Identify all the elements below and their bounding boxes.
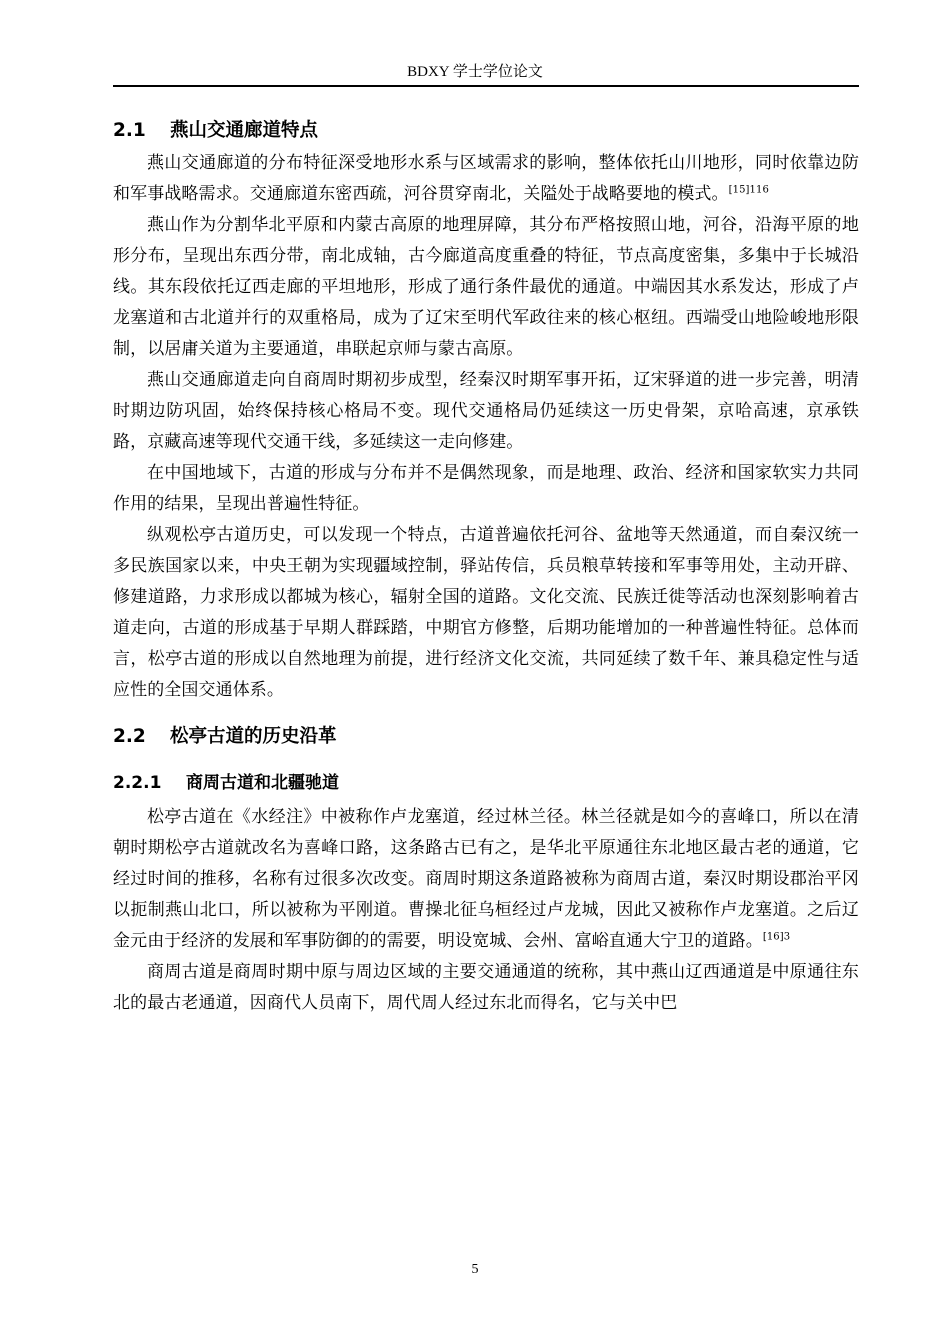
- paragraph-text: 松亭古道在《水经注》中被称作卢龙塞道，经过林兰径。林兰径就是如今的喜峰口，所以在清朝时期松亭古道就改名为喜峰口路，这条路古已有之，是华北平原通往东北地区最古老的通道，它经过时间的推移，名称有过很多次改变。商周时期这条道路被称为商周古道，秦汉时期设郡治平冈以扼制燕山北口，所以被称为平刚道。曹操北征乌桓经过卢龙城，因此又被称作卢龙塞道。之后辽金元由于经济的发展和军事防御的的需要，明设宽城、会州、富峪直通大宁卫的道路。: [113, 807, 859, 951]
- paragraph-text: 燕山交通廊道的分布特征深受地形水系与区域需求的影响，整体依托山川地形，同时依靠边防和军事战略需求。交通廊道东密西疏，河谷贯穿南北，关隘处于战略要地的模式。: [113, 153, 859, 204]
- paragraph: [113, 802, 859, 957]
- subsection-heading-2-2-1: [113, 766, 859, 800]
- section-heading-2-1: [113, 114, 859, 148]
- subsection-title: 商周古道和北疆驰道: [186, 773, 339, 793]
- paragraph: 在中国地域下，古道的形成与分布并不是偶然现象，而是地理、政治、经济和国家软实力共同作用的结果，呈现出普遍性特征。: [113, 463, 859, 514]
- citation: [16]3: [762, 931, 791, 943]
- citation: [15]116: [728, 184, 769, 196]
- spacer: [113, 754, 859, 766]
- body-content: [113, 114, 859, 1019]
- header-rule: [113, 85, 859, 87]
- subsection-number: 2.2.1: [113, 773, 162, 793]
- paragraph: [113, 148, 859, 210]
- spacer: [113, 706, 859, 720]
- running-header: BDXY 学士学位论文: [407, 64, 543, 80]
- section-title: 松亭古道的历史沿革: [170, 726, 337, 747]
- paragraph: 商周古道是商周时期中原与周边区域的主要交通通道的统称，其中燕山辽西通道是中原通往东北的最古老通道，因商代人员南下，周代周人经过东北而得名，它与关中巴: [113, 962, 859, 1013]
- section-title: 燕山交通廊道特点: [170, 120, 319, 141]
- paragraph: 燕山作为分割华北平原和内蒙古高原的地理屏障，其分布严格按照山地，河谷，沿海平原的地形分布，呈现出东西分带，南北成轴，古今廊道高度重叠的特征，节点高度密集，多集中于长城沿线。其东段依托辽西走廊的平坦地形，形成了通行条件最优的通道。中端因其水系发达，形成了卢龙塞道和古北道并行的双重格局，成为了辽宋至明代军政往来的核心枢纽。西端受山地险峻地形限制，以居庸关道为主要通道，串联起京师与蒙古高原。: [113, 215, 859, 359]
- paragraph: 燕山交通廊道走向自商周时期初步成型，经秦汉时期军事开拓，辽宋驿道的进一步完善，明清时期边防巩固，始终保持核心格局不变。现代交通格局仍延续这一历史骨架，京哈高速，京承铁路，京藏高速等现代交通干线，多延续这一走向修建。: [113, 370, 859, 452]
- page-number: 5: [471, 1262, 479, 1277]
- paragraph: 纵观松亭古道历史，可以发现一个特点，古道普遍依托河谷、盆地等天然通道，而自秦汉统一多民族国家以来，中央王朝为实现疆域控制，驿站传信，兵员粮草转接和军事等用处，主动开辟、修建道路，力求形成以都城为核心，辐射全国的道路。文化交流、民族迁徙等活动也深刻影响着古道走向，古道的形成基于早期人群踩踏，中期官方修整，后期功能增加的一种普遍性特征。总体而言，松亭古道的形成以自然地理为前提，进行经济文化交流，共同延续了数千年、兼具稳定性与适应性的全国交通体系。: [113, 525, 859, 700]
- section-number: 2.1: [113, 120, 146, 141]
- section-heading-2-2: [113, 720, 859, 754]
- section-number: 2.2: [113, 726, 146, 747]
